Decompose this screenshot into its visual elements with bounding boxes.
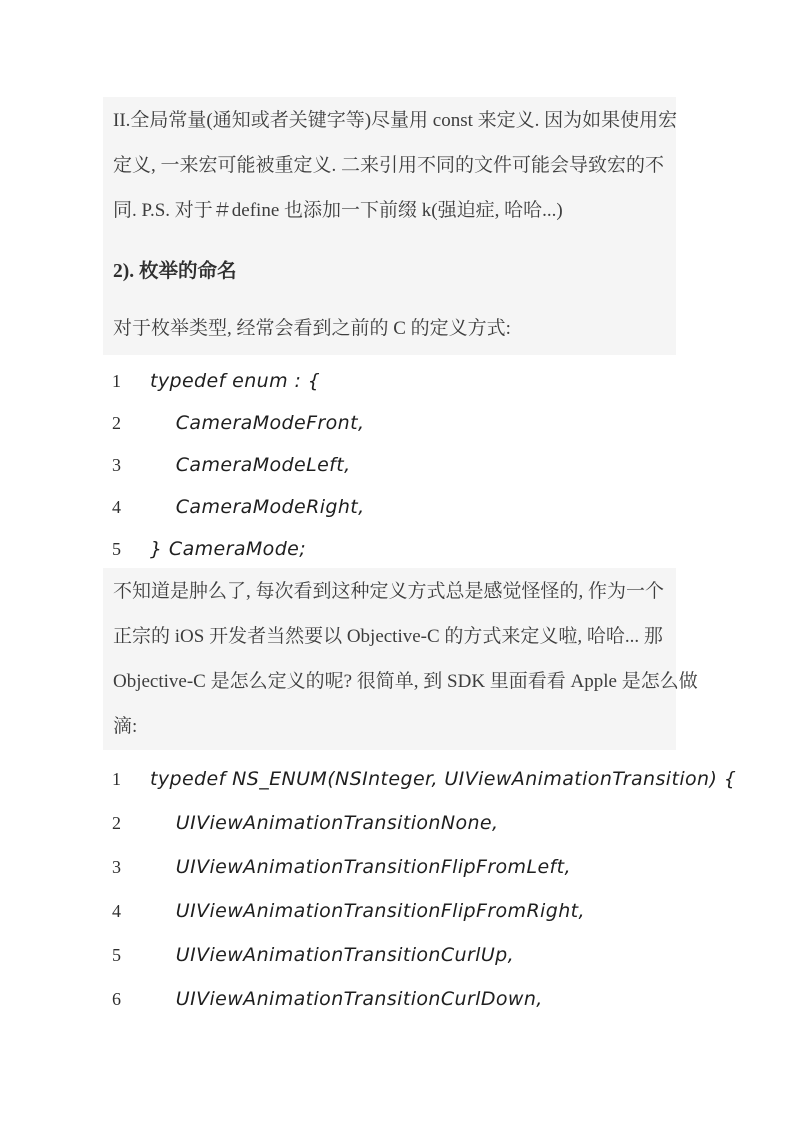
line-number: 3 [112, 856, 121, 877]
code-text: UIViewAnimationTransitionFlipFromRight, [150, 900, 585, 922]
code-line [112, 528, 365, 570]
paragraph-line: 同. P.S. 对于＃define 也添加一下前缀 k(强迫症, 哈哈...) [113, 200, 563, 221]
paragraph-line: II.全局常量(通知或者关键字等)尽量用 const 来定义. 因为如果使用宏 [113, 110, 678, 131]
line-number: 3 [112, 454, 121, 475]
code-text: CameraModeFront, [150, 412, 365, 434]
code-text: CameraModeLeft, [150, 454, 351, 476]
line-number: 6 [112, 988, 121, 1009]
paragraph-line: 定义, 一来宏可能被重定义. 二来引用不同的文件可能会导致宏的不 [113, 155, 665, 176]
code-text: typedef enum : { [150, 370, 321, 392]
paragraph-line: 滴: [113, 716, 138, 737]
line-number: 2 [112, 412, 121, 433]
line-number: 2 [112, 812, 121, 833]
line-number: 5 [112, 944, 121, 965]
line-number: 5 [112, 538, 121, 559]
line-number: 4 [112, 496, 121, 517]
intro-text-block [103, 97, 676, 355]
line-number: 1 [112, 370, 121, 391]
code-line [112, 801, 736, 845]
code-line [112, 845, 736, 889]
code-text: UIViewAnimationTransitionNone, [150, 812, 499, 834]
objc-explanation-block [103, 568, 698, 750]
code-line [112, 933, 736, 977]
section-heading-enum-naming: 2). 枚举的命名 [113, 261, 237, 282]
paragraph-line: Objective-C 是怎么定义的呢? 很简单, 到 SDK 里面看看 Apple 是怎么做 [113, 671, 698, 692]
line-number: 4 [112, 900, 121, 921]
paragraph-line: 正宗的 iOS 开发者当然要以 Objective-C 的方式来定义啦, 哈哈... 那 [113, 626, 663, 647]
paragraph-global-constants [113, 98, 678, 233]
code-text: UIViewAnimationTransitionFlipFromLeft, [150, 856, 571, 878]
code-line [112, 757, 736, 801]
code-line [112, 977, 736, 1021]
code-text: typedef NS_ENUM(NSInteger, UIViewAnimationTransition) { [150, 768, 737, 790]
code-text: UIViewAnimationTransitionCurlDown, [150, 988, 543, 1010]
paragraph-line: 不知道是肿么了, 每次看到这种定义方式总是感觉怪怪的, 作为一个 [113, 581, 665, 602]
line-number: 1 [112, 768, 121, 789]
code-text: UIViewAnimationTransitionCurlUp, [150, 944, 515, 966]
code-line [112, 486, 365, 528]
code-line [112, 444, 365, 486]
code-line [112, 402, 365, 444]
paragraph-enum-intro: 对于枚举类型, 经常会看到之前的 C 的定义方式: [113, 318, 511, 339]
code-block-c-enum [112, 360, 365, 570]
code-text: CameraModeRight, [150, 496, 365, 518]
code-block-ns-enum [112, 757, 736, 1021]
code-text: } CameraMode; [150, 538, 307, 560]
code-line [112, 889, 736, 933]
code-line [112, 360, 365, 402]
